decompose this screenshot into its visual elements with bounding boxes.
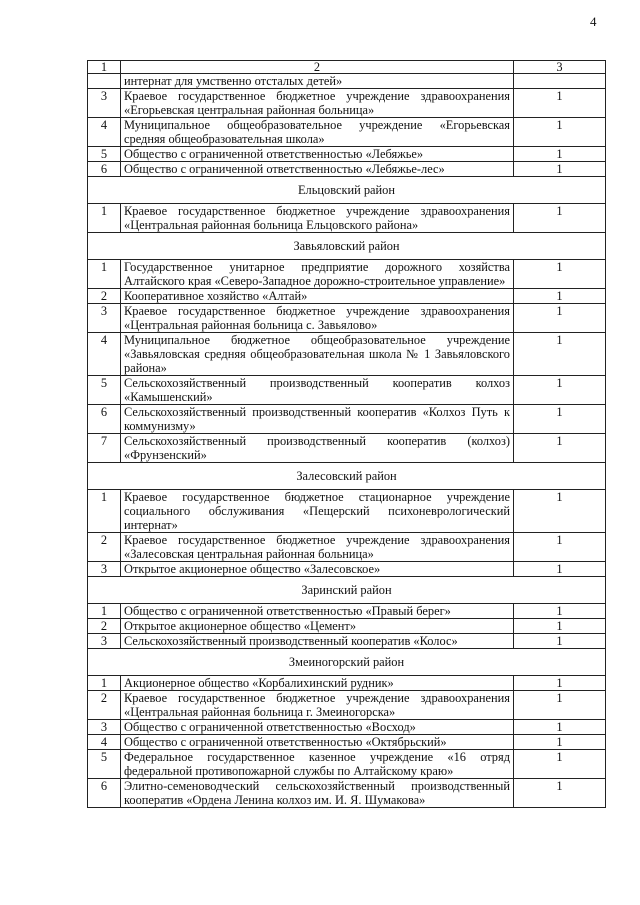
row-number: 4 [88, 333, 121, 376]
table-row [88, 779, 606, 808]
table-row [88, 118, 606, 147]
table-row [88, 490, 606, 533]
row-count: 1 [514, 162, 606, 177]
district-title: Завьяловский район [88, 233, 606, 260]
row-number [88, 74, 121, 89]
row-number: 2 [88, 619, 121, 634]
organization-name: Акционерное общество «Корбалихинский рудник» [121, 676, 514, 691]
organization-name: Краевое государственное бюджетное учреждение здравоохранения «Залесовская центральная районная больница» [121, 533, 514, 562]
row-number: 1 [88, 604, 121, 619]
row-number: 5 [88, 376, 121, 405]
organization-name: Общество с ограниченной ответственностью «Лебяжье» [121, 147, 514, 162]
district-title: Змеиногорский район [88, 649, 606, 676]
row-count: 1 [514, 376, 606, 405]
district-header-row [88, 649, 606, 676]
row-count: 1 [514, 304, 606, 333]
row-count: 1 [514, 750, 606, 779]
organization-name: Федеральное государственное казенное учреждение «16 отряд федеральной противопожарной службы по Алтайскому краю» [121, 750, 514, 779]
organization-name: Общество с ограниченной ответственностью «Лебяжье-лес» [121, 162, 514, 177]
organization-name: Общество с ограниченной ответственностью «Правый берег» [121, 604, 514, 619]
row-number: 7 [88, 434, 121, 463]
row-count: 1 [514, 735, 606, 750]
row-count: 1 [514, 619, 606, 634]
table-row [88, 147, 606, 162]
table-row [88, 619, 606, 634]
organization-name: Сельскохозяйственный производственный кооператив «Колос» [121, 634, 514, 649]
organization-name: Краевое государственное бюджетное учреждение здравоохранения «Центральная районная больница Ельцовского района» [121, 204, 514, 233]
table-row [88, 376, 606, 405]
organization-name: Краевое государственное бюджетное учреждение здравоохранения «Егорьевская центральная районная больница» [121, 89, 514, 118]
organization-name: Муниципальное бюджетное общеобразовательное учреждение «Завьяловская средняя общеобразовательная школа № 1 Завьяловского района» [121, 333, 514, 376]
organization-name: Краевое государственное бюджетное учреждение здравоохранения «Центральная районная больница с. Завьялово» [121, 304, 514, 333]
row-count: 1 [514, 720, 606, 735]
organization-name: Краевое государственное бюджетное стационарное учреждение социального обслуживания «Пещерский психоневрологический интернат» [121, 490, 514, 533]
row-count: 1 [514, 147, 606, 162]
header-col-2: 2 [121, 61, 514, 74]
row-count: 1 [514, 676, 606, 691]
row-number: 6 [88, 779, 121, 808]
table-body [88, 61, 606, 808]
row-count: 1 [514, 691, 606, 720]
organization-name: Кооперативное хозяйство «Алтай» [121, 289, 514, 304]
table-row [88, 304, 606, 333]
row-count: 1 [514, 289, 606, 304]
row-number: 2 [88, 691, 121, 720]
organization-name: интернат для умственно отсталых детей» [121, 74, 514, 89]
row-count: 1 [514, 204, 606, 233]
organizations-table [87, 60, 606, 808]
row-count: 1 [514, 779, 606, 808]
row-number: 6 [88, 405, 121, 434]
table-row [88, 604, 606, 619]
table-row [88, 750, 606, 779]
table-row [88, 676, 606, 691]
organization-name: Общество с ограниченной ответственностью «Октябрьский» [121, 735, 514, 750]
organization-name: Сельскохозяйственный производственный кооператив «Колхоз Путь к коммунизму» [121, 405, 514, 434]
row-count: 1 [514, 634, 606, 649]
table-row [88, 162, 606, 177]
row-number: 6 [88, 162, 121, 177]
organization-name: Краевое государственное бюджетное учреждение здравоохранения «Центральная районная больница г. Змеиногорска» [121, 691, 514, 720]
table-row [88, 89, 606, 118]
organization-name: Элитно-семеноводческий сельскохозяйственный производственный кооператив «Ордена Ленина колхоз им. И. Я. Шумакова» [121, 779, 514, 808]
organization-name: Открытое акционерное общество «Цемент» [121, 619, 514, 634]
organization-name: Сельскохозяйственный производственный кооператив (колхоз) «Фрунзенский» [121, 434, 514, 463]
row-number: 4 [88, 118, 121, 147]
table-row [88, 533, 606, 562]
table-row [88, 204, 606, 233]
district-title: Заринский район [88, 577, 606, 604]
row-count: 1 [514, 490, 606, 533]
row-number: 5 [88, 750, 121, 779]
district-header-row [88, 577, 606, 604]
district-header-row [88, 233, 606, 260]
table-row [88, 333, 606, 376]
organization-name: Муниципальное общеобразовательное учреждение «Егорьевская средняя общеобразовательная школа» [121, 118, 514, 147]
table-row [88, 405, 606, 434]
row-count: 1 [514, 533, 606, 562]
header-col-3: 3 [514, 61, 606, 74]
district-title: Ельцовский район [88, 177, 606, 204]
table-row [88, 634, 606, 649]
table-row [88, 74, 606, 89]
table-row [88, 720, 606, 735]
row-number: 2 [88, 289, 121, 304]
row-number: 5 [88, 147, 121, 162]
table-row [88, 434, 606, 463]
row-count: 1 [514, 604, 606, 619]
district-header-row [88, 177, 606, 204]
row-count: 1 [514, 260, 606, 289]
organization-name: Общество с ограниченной ответственностью «Восход» [121, 720, 514, 735]
table-row [88, 289, 606, 304]
row-number: 1 [88, 676, 121, 691]
row-count: 1 [514, 434, 606, 463]
row-number: 1 [88, 260, 121, 289]
row-number: 2 [88, 533, 121, 562]
organization-name: Сельскохозяйственный производственный кооператив колхоз «Камышенский» [121, 376, 514, 405]
row-number: 3 [88, 304, 121, 333]
table-row [88, 562, 606, 577]
row-count: 1 [514, 405, 606, 434]
table-row [88, 691, 606, 720]
row-count [514, 74, 606, 89]
district-title: Залесовский район [88, 463, 606, 490]
row-count: 1 [514, 562, 606, 577]
page-number: 4 [590, 14, 597, 29]
row-number: 3 [88, 634, 121, 649]
table-header-row [88, 61, 606, 74]
row-number: 3 [88, 720, 121, 735]
table-row [88, 260, 606, 289]
header-col-1: 1 [88, 61, 121, 74]
district-header-row [88, 463, 606, 490]
row-number: 4 [88, 735, 121, 750]
organization-name: Государственное унитарное предприятие дорожного хозяйства Алтайского края «Северо-Западное дорожно-строительное управление» [121, 260, 514, 289]
row-number: 3 [88, 562, 121, 577]
row-number: 1 [88, 490, 121, 533]
row-number: 1 [88, 204, 121, 233]
organization-name: Открытое акционерное общество «Залесовское» [121, 562, 514, 577]
row-count: 1 [514, 89, 606, 118]
row-count: 1 [514, 118, 606, 147]
row-count: 1 [514, 333, 606, 376]
table-row [88, 735, 606, 750]
row-number: 3 [88, 89, 121, 118]
